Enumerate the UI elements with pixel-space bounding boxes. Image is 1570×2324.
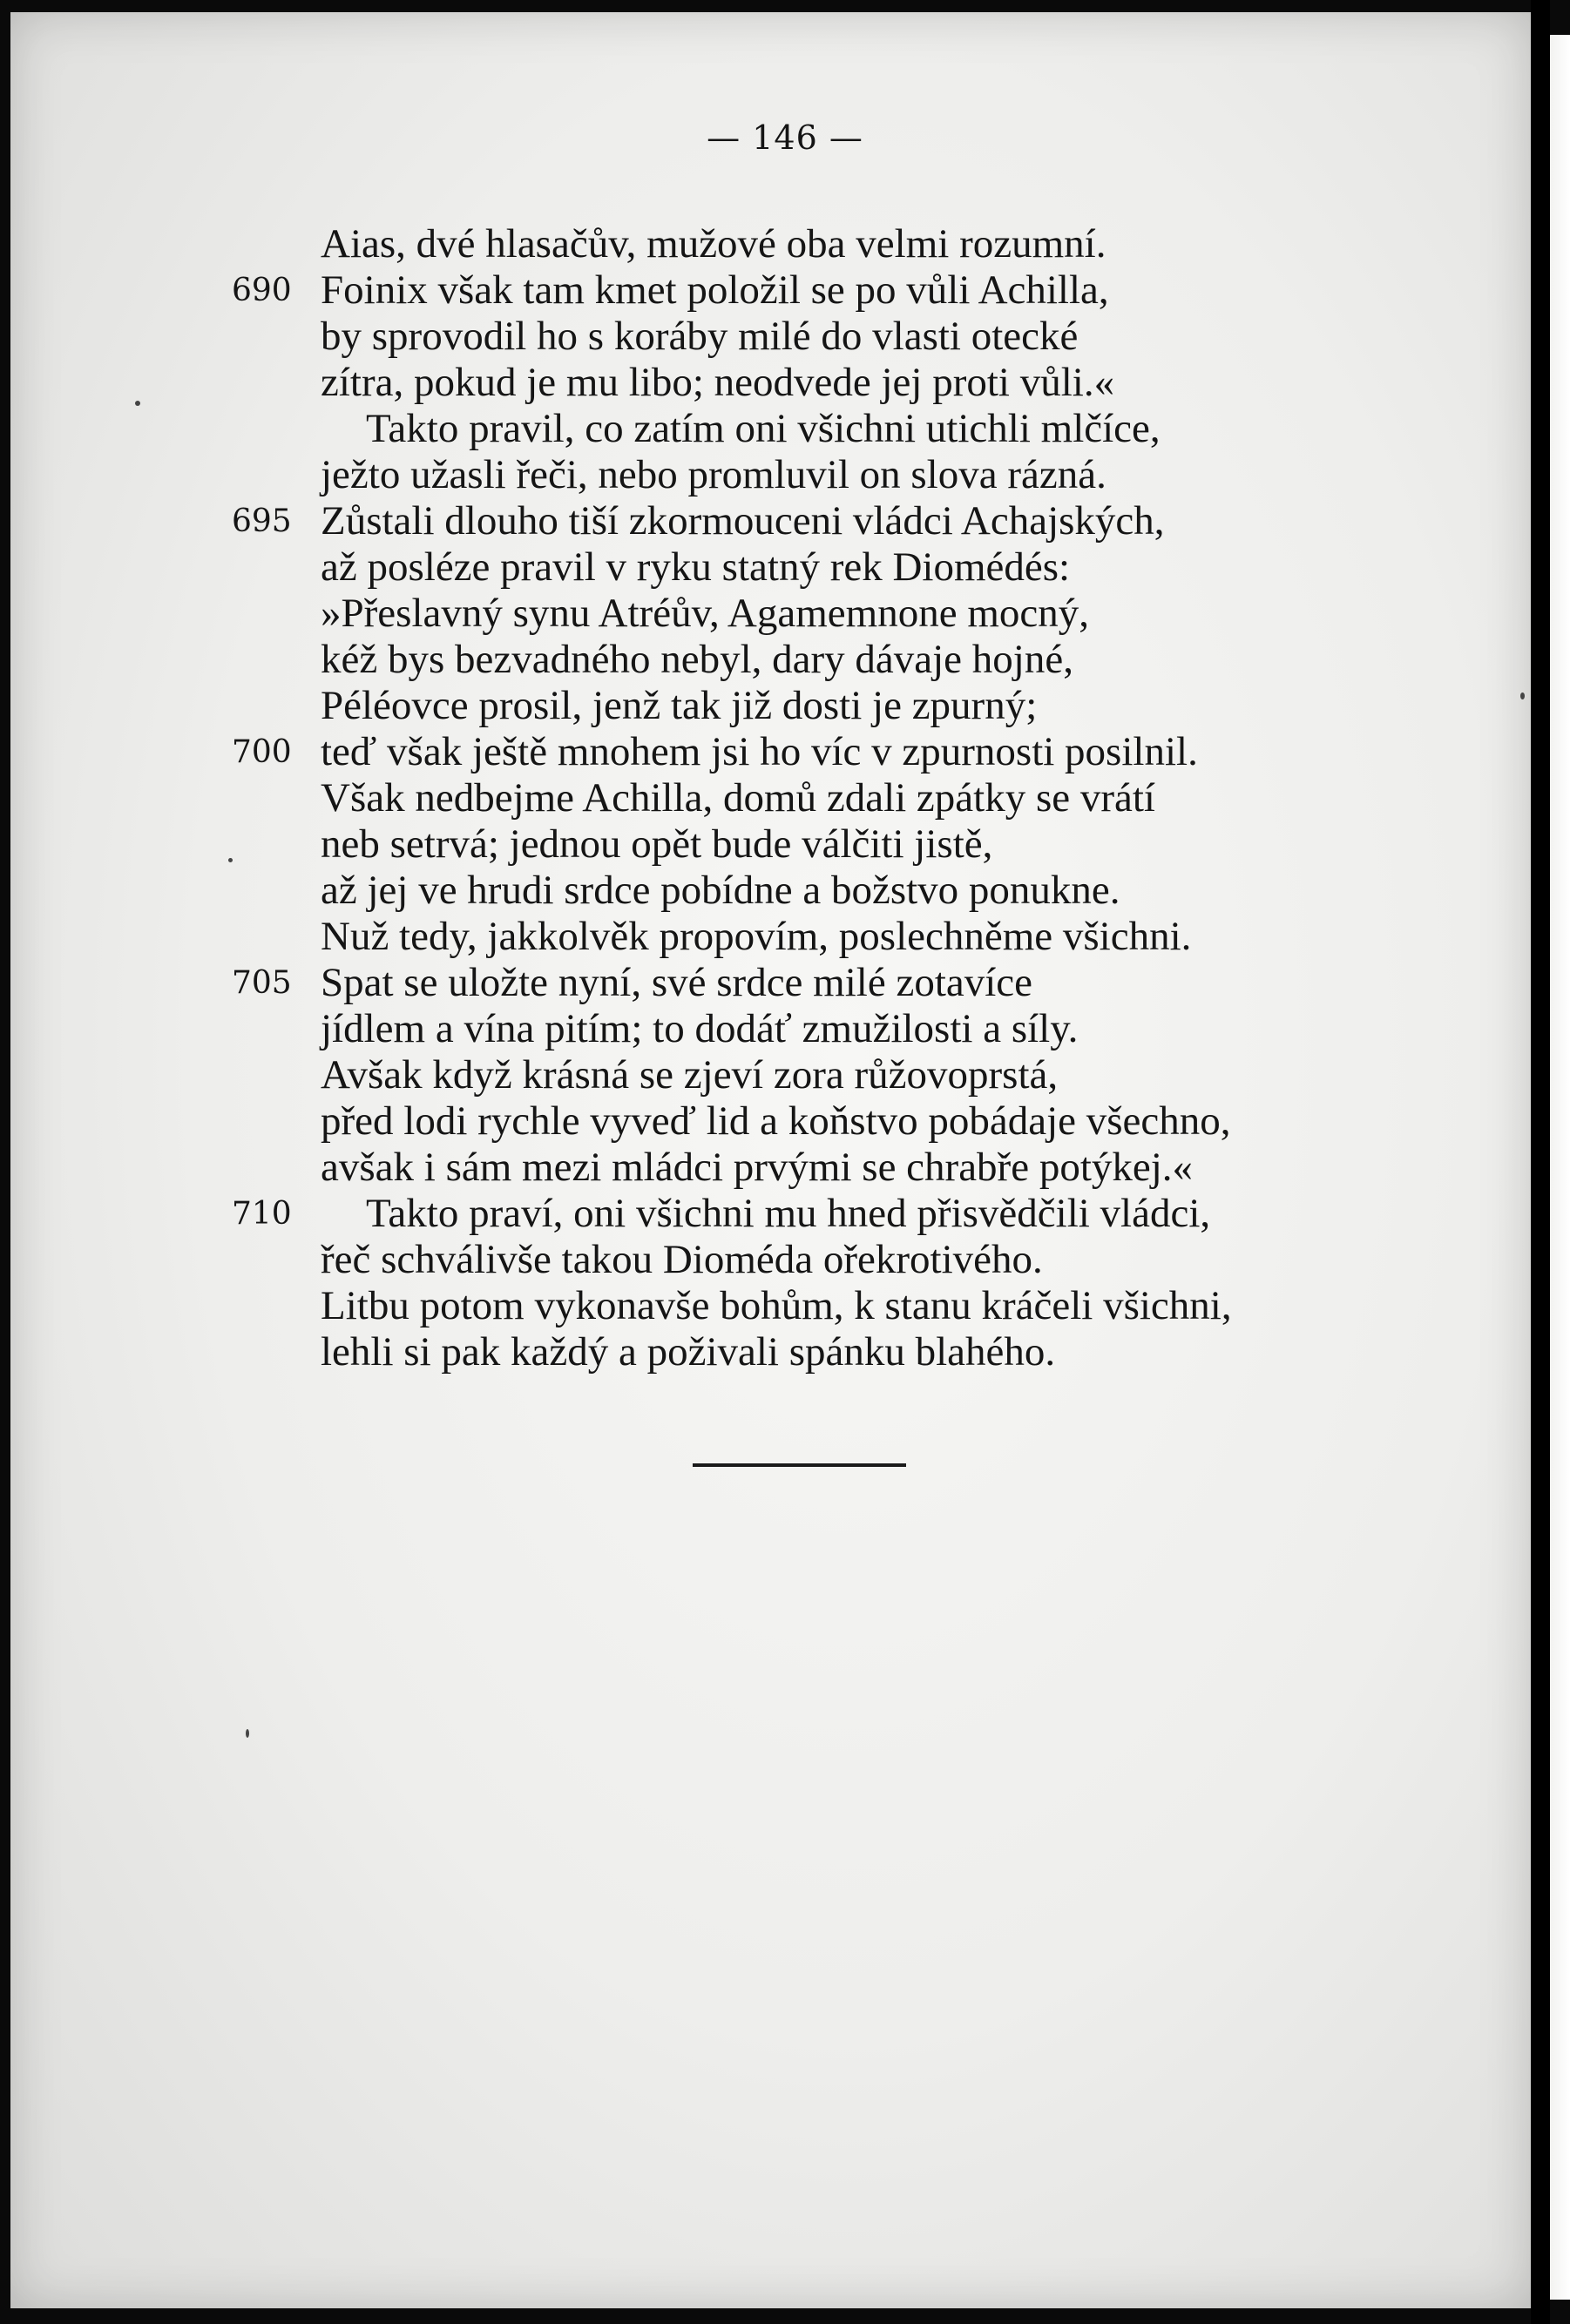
verse-line [0, 1145, 1570, 1191]
verse-line-text: jídlem a vína pitím; to dodáť zmužilosti a síly. [321, 1006, 1079, 1051]
verse-line [0, 1098, 1570, 1145]
scan-speck [246, 1729, 249, 1738]
verse-line-text: Aias, dvé hlasačův, mužové oba velmi rozumní. [321, 221, 1106, 267]
verse-line-text: Avšak když krásná se zjeví zora růžovoprstá, [321, 1052, 1059, 1098]
verse-line-text: Litbu potom vykonavše bohům, k stanu kráčeli všichni, [321, 1283, 1232, 1328]
line-number: 705 [232, 965, 292, 1001]
scan-speck [1520, 692, 1525, 699]
verse-line-text: kéž bys bezvadného nebyl, dary dávaje hojné, [321, 637, 1073, 682]
verse-line [0, 775, 1570, 821]
verse-line [0, 868, 1570, 914]
verse-line [0, 821, 1570, 868]
verse-line [0, 591, 1570, 637]
verse-line-text: Spat se uložte nyní, své srdce milé zotavíce [321, 960, 1033, 1005]
end-rule [693, 1463, 906, 1467]
verse-line-text: až posléze pravil v ryku statný rek Diomédés: [321, 544, 1071, 590]
verse-line [0, 914, 1570, 960]
verse-line-text: Takto pravil, co zatím oni všichni utichli mlčíce, [366, 406, 1161, 451]
verse-line [0, 1283, 1570, 1329]
line-number: 690 [232, 273, 292, 308]
verse-line [0, 360, 1570, 406]
verse-line-text: Foinix však tam kmet položil se po vůli Achilla, [321, 267, 1109, 313]
verse-line [0, 314, 1570, 360]
verse-line-text: Však nedbejme Achilla, domů zdali zpátky se vrátí [321, 775, 1155, 821]
verse-line [0, 221, 1570, 267]
verse-line [0, 683, 1570, 729]
scan-speck [228, 858, 233, 862]
verse-line-text: řeč schválivše takou Dioméda ořekrotivého. [321, 1237, 1043, 1282]
verse-line [0, 729, 1570, 775]
line-number: 695 [232, 503, 292, 539]
verse-line-text: zítra, pokud je mu libo; neodvede jej proti vůli.« [321, 360, 1115, 405]
verse-text [0, 221, 1570, 1375]
verse-line [0, 1006, 1570, 1052]
verse-line-text: Nuž tedy, jakkolvěk propovím, poslechněme všichni. [321, 914, 1192, 959]
verse-line-text: Péléovce prosil, jenž tak již dosti je zpurný; [321, 683, 1038, 728]
scan-speck [135, 401, 140, 406]
verse-line [0, 267, 1570, 314]
page-number: — 146 — [707, 118, 863, 157]
verse-line [0, 1237, 1570, 1283]
verse-line [0, 1191, 1570, 1237]
verse-line-text: až jej ve hrudi srdce pobídne a božstvo ponukne. [321, 868, 1120, 913]
verse-line-text: před lodi rychle vyveď lid a koňstvo pobádaje všechno, [321, 1098, 1231, 1144]
verse-line-text: ježto užasli řeči, nebo promluvil on slova rázná. [321, 452, 1106, 497]
verse-line-text: neb setrvá; jednou opět bude válčiti jistě, [321, 821, 993, 867]
verse-line [0, 960, 1570, 1006]
verse-line-text: by sprovodil ho s koráby milé do vlasti otecké [321, 314, 1079, 359]
verse-line [0, 637, 1570, 683]
line-number: 700 [232, 734, 292, 770]
verse-line-text: Zůstali dlouho tiší zkormouceni vládci Achajských, [321, 498, 1165, 544]
verse-line-text: teď však ještě mnohem jsi ho víc v zpurnosti posilnil. [321, 729, 1198, 774]
verse-line [0, 1329, 1570, 1375]
verse-line [0, 1052, 1570, 1098]
line-number: 710 [232, 1196, 292, 1232]
verse-line [0, 406, 1570, 452]
verse-line [0, 498, 1570, 544]
verse-line-text: avšak i sám mezi mládci prvými se chrabře potýkej.« [321, 1145, 1194, 1190]
verse-line-text: lehli si pak každý a poživali spánku blahého. [321, 1329, 1056, 1375]
verse-line [0, 544, 1570, 591]
verse-line-text: »Přeslavný synu Atréův, Agamemnone mocný, [321, 591, 1089, 636]
verse-line [0, 452, 1570, 498]
verse-line-text: Takto praví, oni všichni mu hned přisvědčili vládci, [366, 1191, 1211, 1236]
